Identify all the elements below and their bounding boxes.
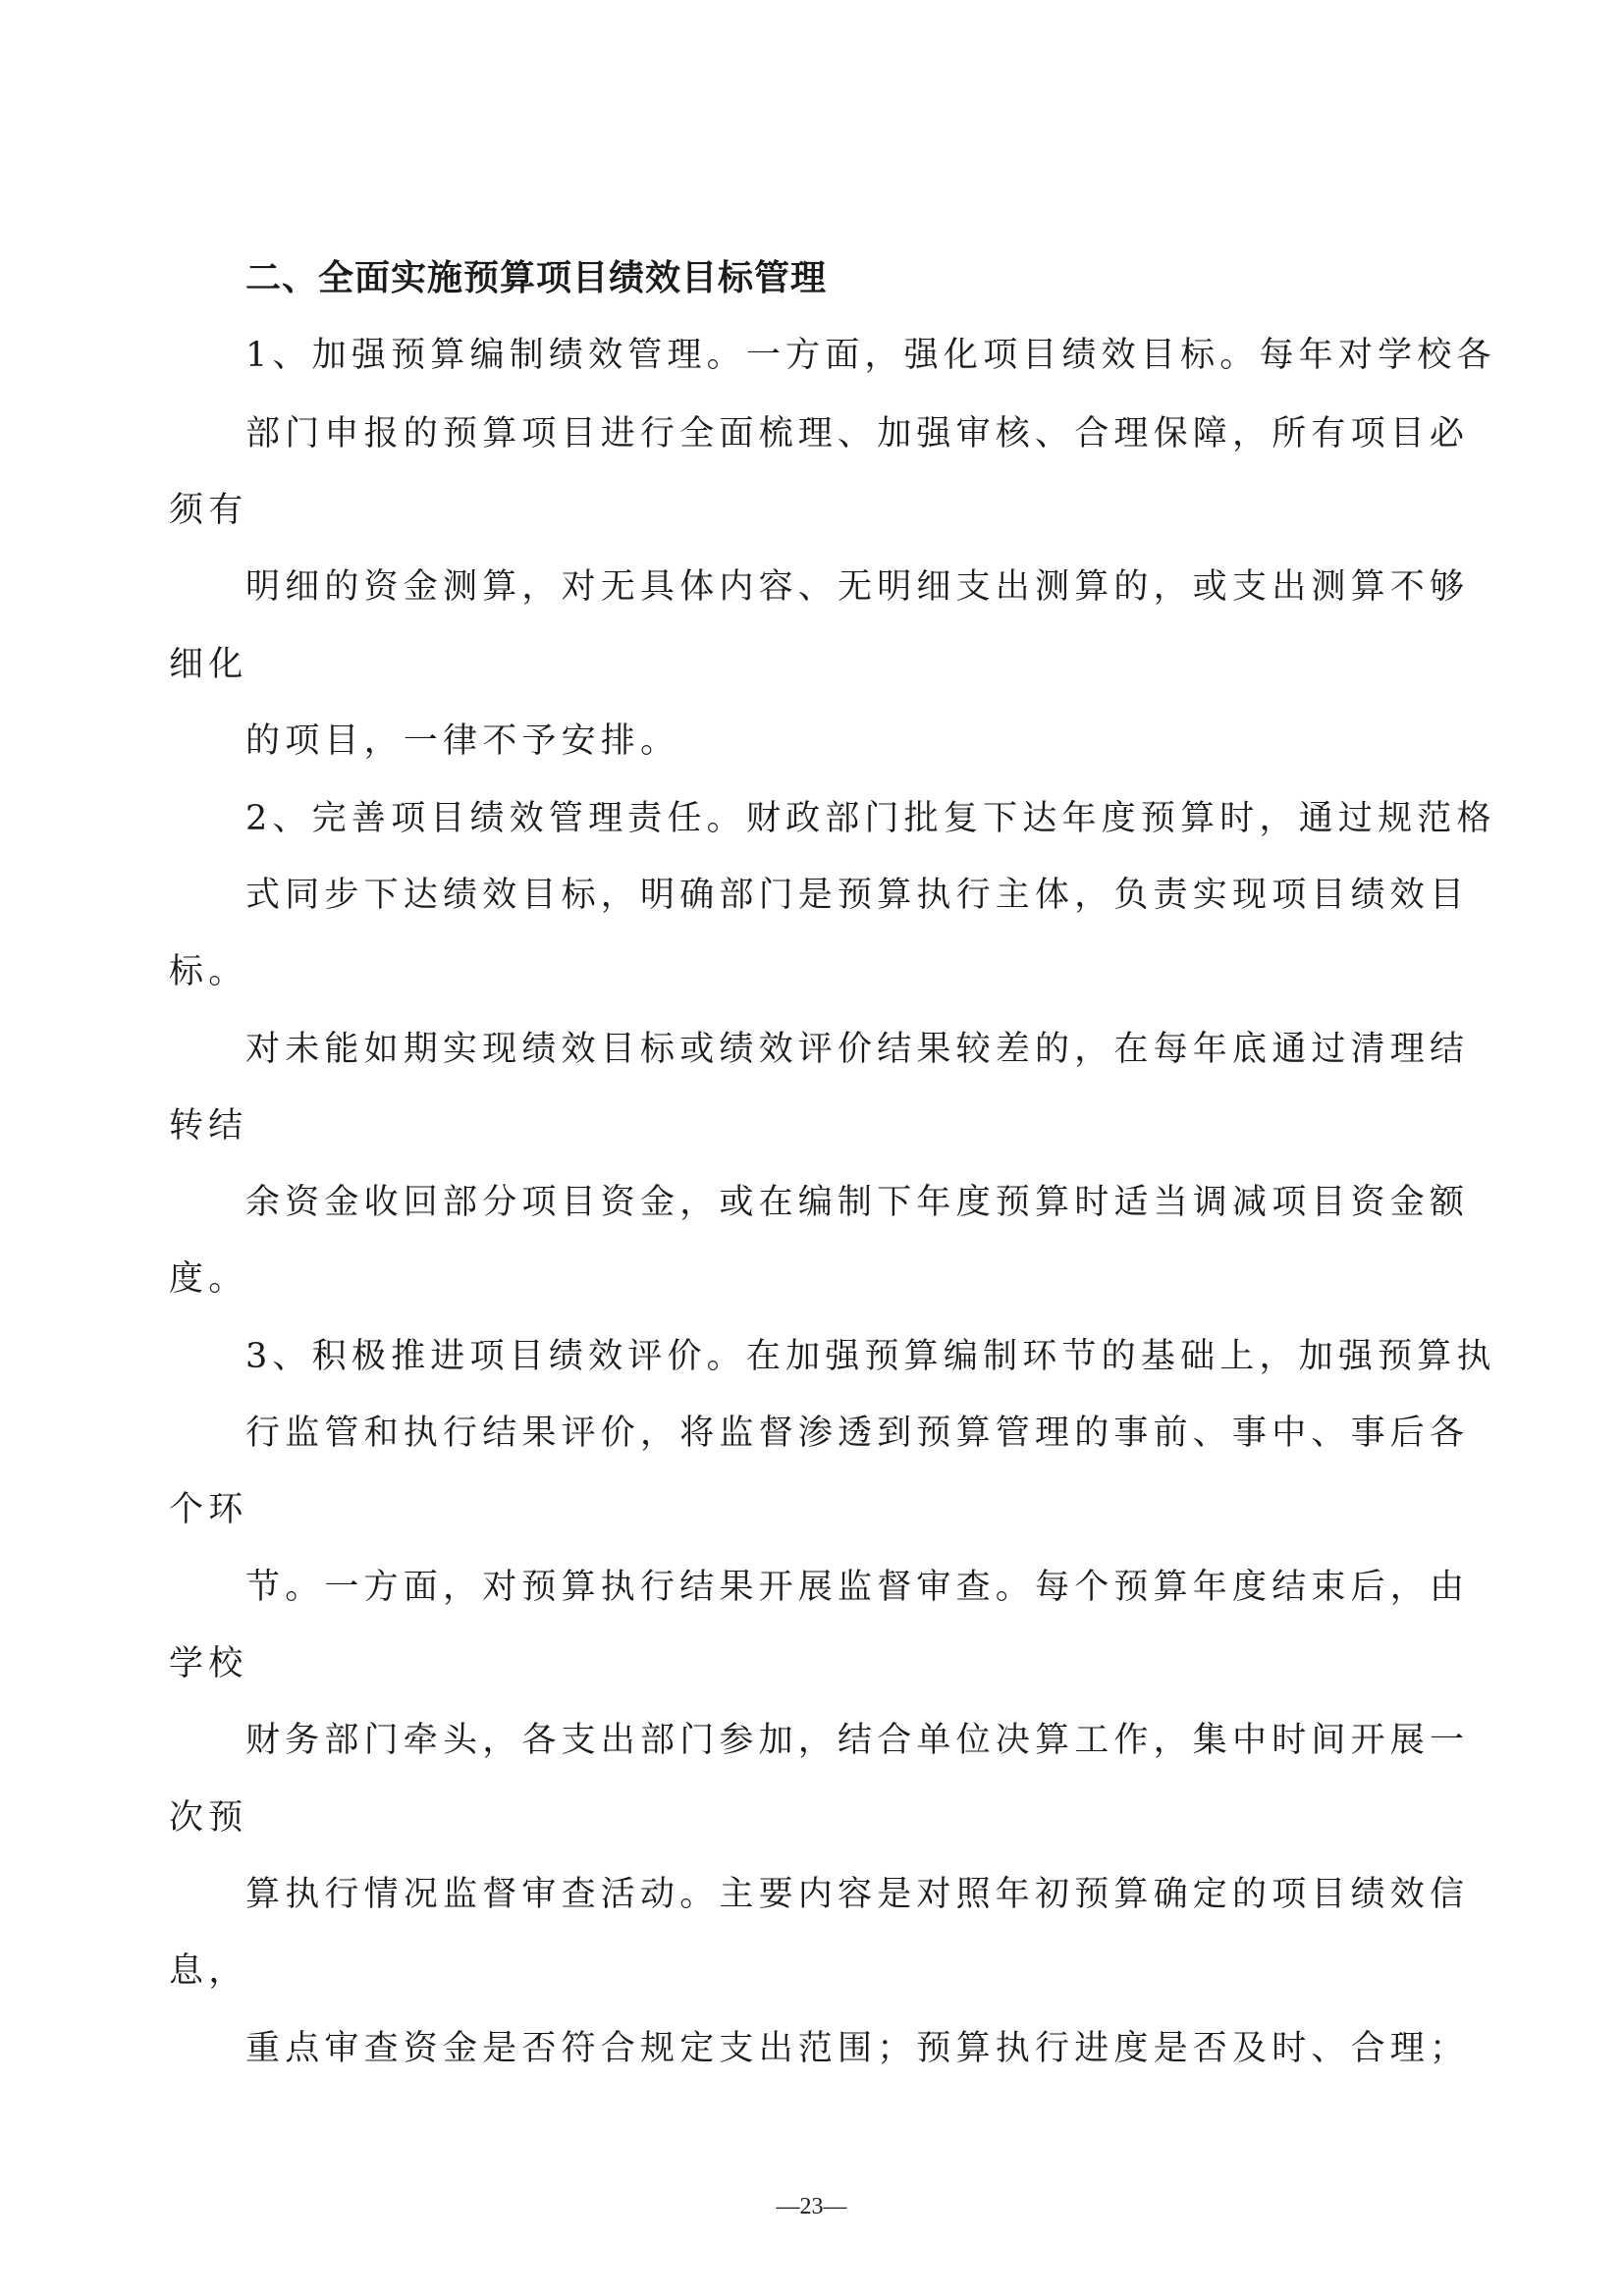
paragraph-line: 余资金收回部分项目资金，或在编制下年度预算时适当调减项目资金额 (245, 1183, 1470, 1222)
paragraph-line: 次预 (169, 1798, 248, 1838)
paragraph-line: 1、加强预算编制绩效管理。一方面，强化项目绩效目标。每年对学校各 (245, 336, 1496, 375)
paragraph-line: 部门申报的预算项目进行全面梳理、加强审核、合理保障，所有项目必 (245, 414, 1470, 454)
paragraph-line: 标。 (169, 952, 248, 991)
paragraph-line: 行监管和执行结果评价，将监督渗透到预算管理的事前、事中、事后各 (245, 1414, 1470, 1453)
paragraph-line: 转结 (169, 1106, 248, 1146)
paragraph-line: 3、积极推进项目绩效评价。在加强预算编制环节的基础上，加强预算执 (245, 1337, 1496, 1376)
paragraph-line: 节。一方面，对预算执行结果开展监督审查。每个预算年度结束后，由 (245, 1568, 1470, 1607)
paragraph-line: 财务部门牵头，各支出部门参加，结合单位决算工作，集中时间开展一 (245, 1721, 1470, 1760)
paragraph-line: 的项目，一律不予安排。 (245, 721, 680, 761)
paragraph-line: 对未能如期实现绩效目标或绩效评价结果较差的，在每年底通过清理结 (245, 1030, 1470, 1069)
paragraph-line: 2、完善项目绩效管理责任。财政部门批复下达年度预算时，通过规范格 (245, 799, 1496, 838)
paragraph-line: 须有 (169, 491, 248, 530)
paragraph-line: 息， (169, 1951, 248, 1991)
paragraph-line: 明细的资金测算，对无具体内容、无明细支出测算的，或支出测算不够 (245, 567, 1470, 607)
section-heading: 二、全面实施预算项目绩效目标管理 (245, 258, 828, 298)
paragraph-line: 算执行情况监督审查活动。主要内容是对照年初预算确定的项目绩效信 (245, 1875, 1470, 1914)
paragraph-line: 学校 (169, 1644, 248, 1683)
page-number: —23— (776, 2194, 847, 2219)
paragraph-line: 个环 (169, 1490, 248, 1529)
paragraph-line: 式同步下达绩效目标，明确部门是预算执行主体，负责实现项目绩效目 (245, 876, 1470, 915)
paragraph-line: 细化 (169, 645, 248, 684)
paragraph-line: 重点审查资金是否符合规定支出范围；预算执行进度是否及时、合理； (245, 2029, 1470, 2068)
paragraph-line: 度。 (169, 1259, 248, 1299)
